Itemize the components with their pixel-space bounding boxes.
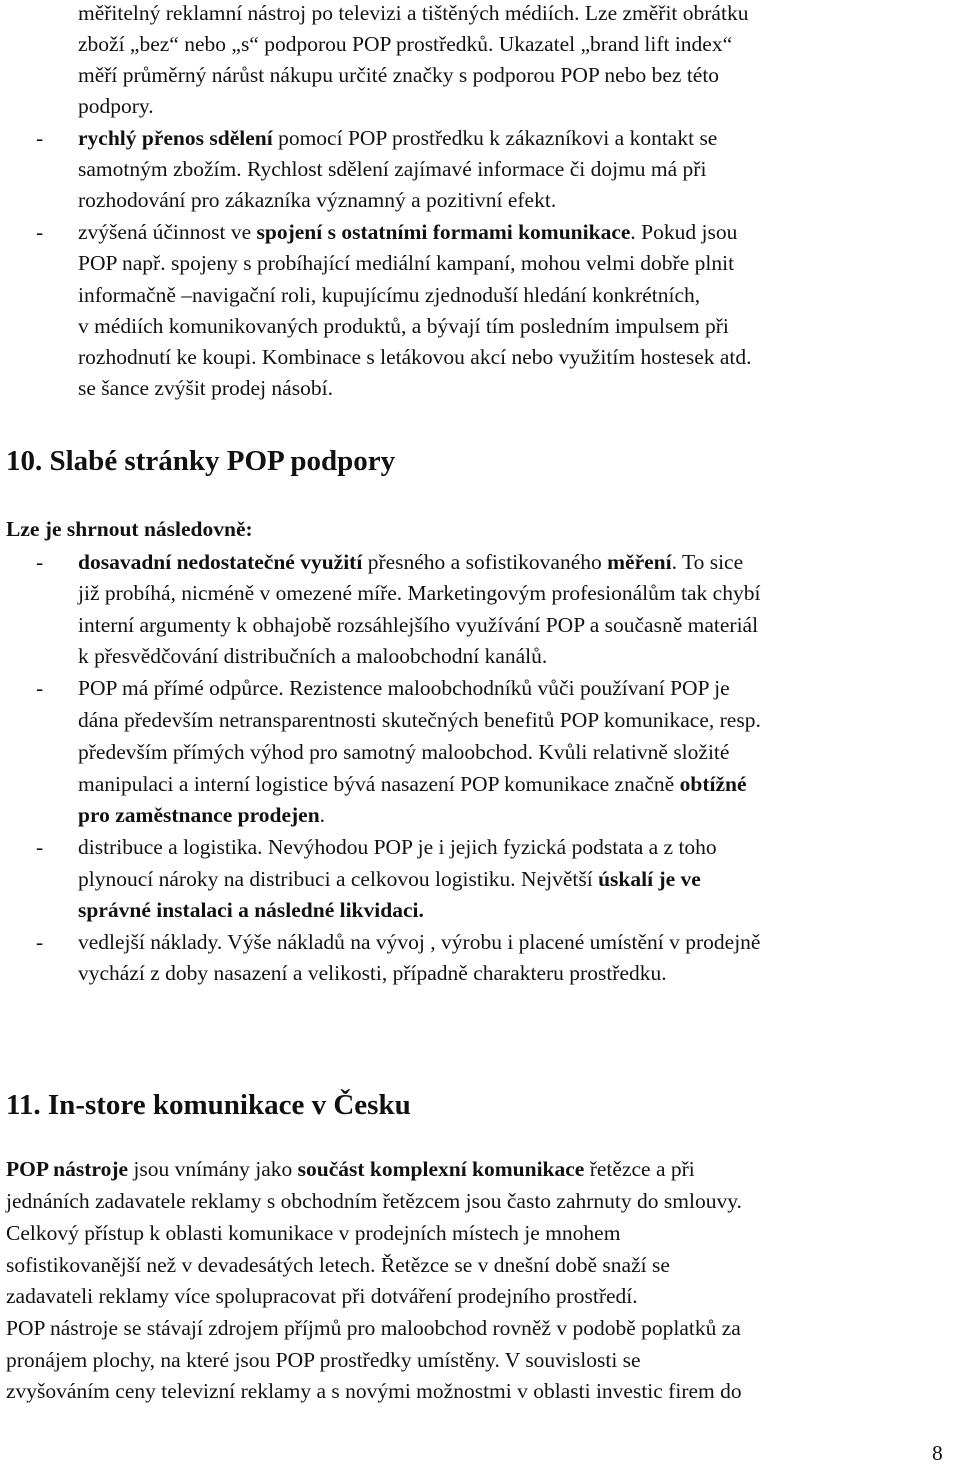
text-line: samotným zbožím. Rychlost sdělení zajímavé informace či dojmu má při <box>78 157 707 181</box>
text-line <box>78 123 717 154</box>
text-line <box>78 800 325 831</box>
text-line: k přesvědčování distribučních a maloobchodní kanálů. <box>78 644 548 668</box>
intro-heading: Lze je shrnout následovně: <box>6 517 253 541</box>
bold-text: úskalí je ve <box>598 867 701 891</box>
text-line: se šance zvýšit prodej násobí. <box>78 376 333 400</box>
text-run: zvýšená účinnost ve <box>78 220 257 244</box>
text-line: již probíhá, nicméně v omezené míře. Marketingovým profesionálům tak chybí <box>78 581 761 605</box>
text-line: POP nástroje se stávají zdrojem příjmů pro maloobchod rovněž v podobě poplatků za <box>6 1316 741 1340</box>
text-line <box>6 1154 695 1185</box>
bold-text: POP nástroje <box>6 1157 129 1181</box>
text-line: interní argumenty k obhajobě rozsáhlejšího využívání POP a současně materiál <box>78 613 759 637</box>
text-line: rozhodování pro zákazníka významný a pozitivní efekt. <box>78 188 557 212</box>
text-run: . Pokud jsou <box>630 220 738 244</box>
section-heading-11: 11. In-store komunikace v Česku <box>6 1089 411 1121</box>
text-line: distribuce a logistika. Nevýhodou POP je i jejich fyzická podstata a z toho <box>78 835 717 859</box>
text-line: informačně –navigační roli, kupujícímu zjednoduší hledání konkrétních, <box>78 283 701 307</box>
bold-text: pro zaměstnance prodejen <box>78 803 320 827</box>
text-line: Celkový přístup k oblasti komunikace v prodejních místech je mnohem <box>6 1221 621 1245</box>
bold-text: součást komplexní komunikace <box>297 1157 585 1181</box>
bold-text: měření <box>607 550 672 574</box>
bullet-dash: - <box>36 126 44 150</box>
bullet-dash: - <box>36 930 44 954</box>
text-line <box>78 864 701 895</box>
text-line <box>78 769 747 800</box>
text-line: měřitelný reklamní nástroj po televizi a tištěných médiích. Lze změřit obrátku <box>78 1 749 25</box>
bold-text: rychlý přenos sdělení <box>78 126 273 150</box>
text-line: jednáních zadavatele reklamy s obchodním řetězcem jsou často zahrnuty do smlouvy. <box>6 1189 742 1213</box>
bullet-dash: - <box>36 835 44 859</box>
bold-text: obtížné <box>679 772 747 796</box>
text-line <box>78 895 424 926</box>
text-line: vedlejší náklady. Výše nákladů na vývoj , výrobu i placené umístění v prodejně <box>78 930 761 954</box>
text-line: pronájem plochy, na které jsou POP prostředky umístěny. V souvislosti se <box>6 1348 641 1372</box>
text-run: plynoucí nároky na distribuci a celkovou logistiku. Největší <box>78 867 599 891</box>
text-line: v médiích komunikovaných produktů, a bývají tím posledním impulsem při <box>78 314 729 338</box>
bold-text: dosavadní nedostatečné využití <box>78 550 363 574</box>
text-line: zvyšováním ceny televizní reklamy a s novými možnostmi v oblasti investic firem do <box>6 1379 742 1403</box>
text-line: POP má přímé odpůrce. Rezistence maloobchodníků vůči používaní POP je <box>78 676 730 700</box>
text-line: zadavateli reklamy více spolupracovat při dotváření prodejního prostředí. <box>6 1284 638 1308</box>
text-line: rozhodnutí ke koupi. Kombinace s letákovou akcí nebo využitím hostesek atd. <box>78 345 752 369</box>
text-run: přesného a sofistikovaného <box>362 550 608 574</box>
text-run: jsou vnímány jako <box>128 1157 298 1181</box>
text-run: manipulaci a interní logistice bývá nasazení POP komunikace značně <box>78 772 680 796</box>
bullet-dash: - <box>36 676 44 700</box>
text-line <box>78 547 743 578</box>
text-run: řetězce a při <box>584 1157 695 1181</box>
page-number: 8 <box>932 1441 943 1465</box>
text-line <box>78 217 737 248</box>
text-line: dána především netransparentnosti skutečných benefitů POP komunikace, resp. <box>78 708 761 732</box>
text-run: . <box>319 803 326 827</box>
text-run: . To sice <box>671 550 744 574</box>
section-heading-10: 10. Slabé stránky POP podpory <box>6 445 396 477</box>
bold-text: spojení s ostatními formami komunikace <box>256 220 631 244</box>
text-line: zboží „bez“ nebo „s“ podporou POP prostředků. Ukazatel „brand lift index“ <box>78 32 733 56</box>
bold-text: správné instalaci a následné likvidaci. <box>78 898 424 922</box>
bullet-dash: - <box>36 550 44 574</box>
text-line: měří průměrný nárůst nákupu určité značky s podporou POP nebo bez této <box>78 63 720 87</box>
bullet-dash: - <box>36 220 44 244</box>
text-run: pomocí POP prostředku k zákazníkovi a kontakt se <box>272 126 718 150</box>
text-line: sofistikovanější než v devadesátých letech. Řetězce se v dnešní době snaží se <box>6 1253 670 1277</box>
text-line: POP např. spojeny s probíhající mediální kampaní, mohou velmi dobře plnit <box>78 251 735 275</box>
text-line: především přímých výhod pro samotný maloobchod. Kvůli relativně složité <box>78 740 730 764</box>
text-line: podpory. <box>78 94 154 118</box>
text-line: vychází z doby nasazení a velikosti, případně charakteru prostředku. <box>78 961 667 985</box>
